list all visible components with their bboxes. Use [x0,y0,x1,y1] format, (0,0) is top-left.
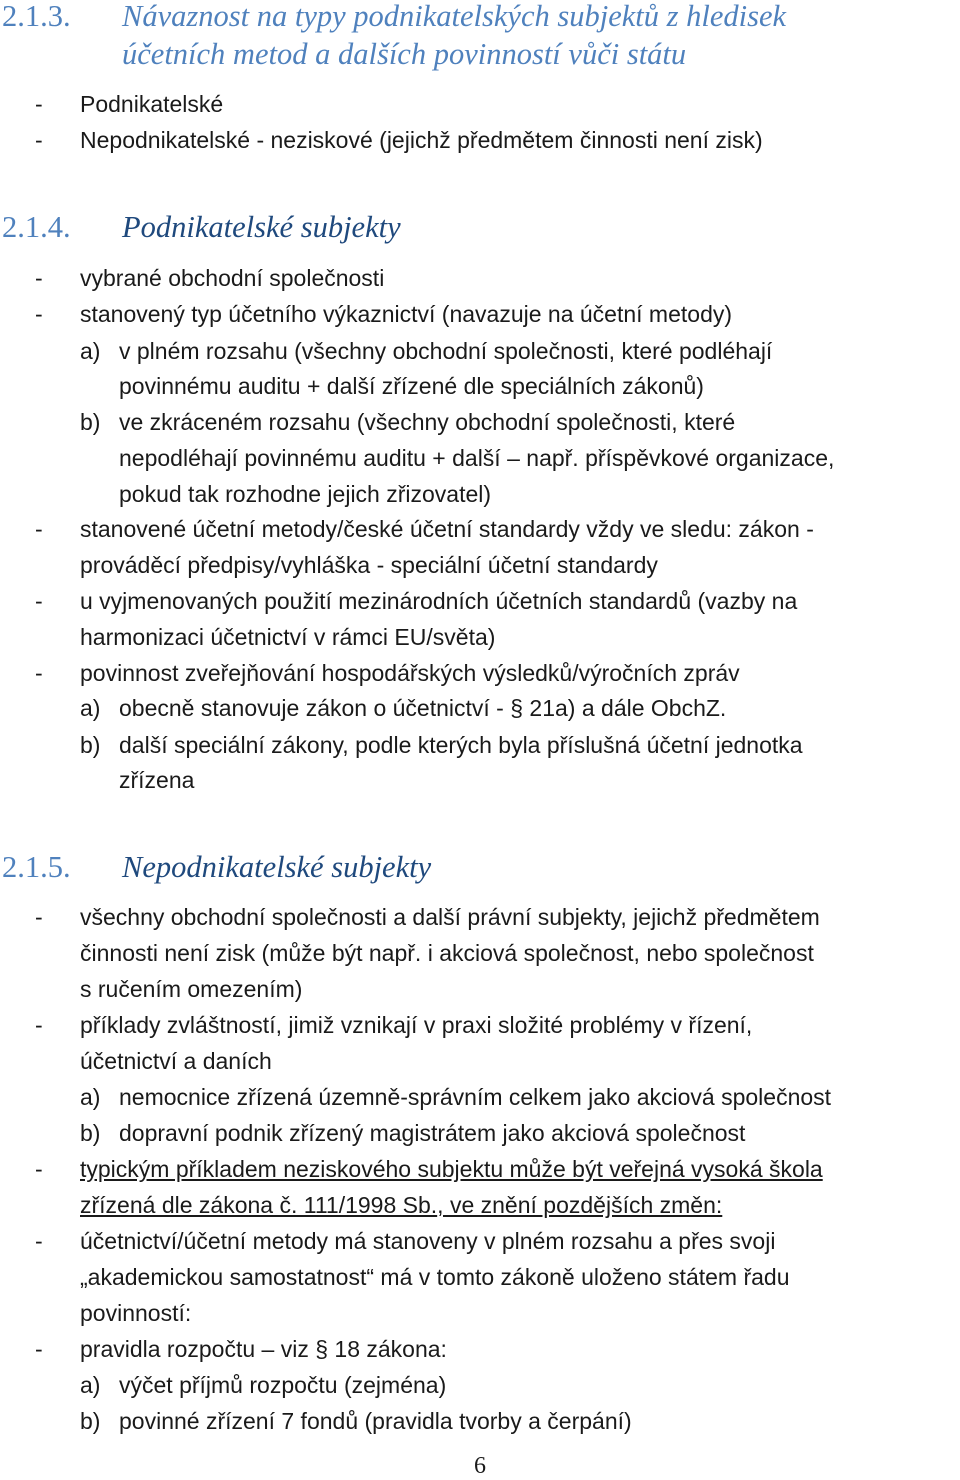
sublist-marker: a) [80,338,101,364]
section-number: 2.1.5. [2,850,71,884]
sublist-item-text: povinné zřízení 7 fondů (pravidla tvorby a čerpání) [119,1408,632,1434]
section-title: Nepodnikatelské subjekty [122,850,432,884]
section-title: Podnikatelské subjekty [122,210,401,244]
list-item-text: povinnost zveřejňování hospodářských výsledků/výročních zpráv [80,660,740,686]
section-title-line-1: Návaznost na typy podnikatelských subjektů z hledisek [122,0,787,33]
sublist-item-text: výčet příjmů rozpočtu (zejména) [119,1372,447,1398]
list-item-text: činnosti není zisk (může být např. i akciová společnost, nebo společnost [80,940,814,966]
section-heading-2-1-3 [2,0,786,73]
list-item-text: účetnictví/účetní metody má stanoveny v plném rozsahu a přes svoji [80,1228,776,1254]
sublist-item-text: dopravní podnik zřízený magistrátem jako akciová společnost [119,1120,746,1146]
list-item-text: „akademickou samostatnost“ má v tomto zákoně uloženo státem řadu [80,1264,790,1290]
underlined-list-item-text: typickým příkladem neziskového subjektu může být veřejná vysoká škola [80,1156,823,1182]
list-item-text: u vyjmenovaných použití mezinárodních účetních standardů (vazby na [80,588,798,614]
section-heading-2-1-4 [2,208,401,246]
list-item-text: pravidla rozpočtu – viz § 18 zákona: [80,1336,447,1362]
section-number: 2.1.4. [2,210,71,244]
sublist-item-text: povinnému auditu + další zřízené dle speciálních zákonů) [119,373,704,399]
list-item-text: prováděcí předpisy/vyhláška - speciální účetní standardy [80,552,658,578]
sublist-marker: b) [80,409,101,435]
section-number: 2.1.3. [2,0,71,33]
sublist-item-text: ve zkráceném rozsahu (všechny obchodní společnosti, které [119,409,736,435]
list-item-text: stanovené účetní metody/české účetní standardy vždy ve sledu: zákon - [80,516,814,542]
sublist-marker: b) [80,1120,101,1146]
sublist-marker: a) [80,695,101,721]
sublist-item-text: nemocnice zřízená územně-správním celkem jako akciová společnost [119,1084,832,1110]
sublist-item-text: v plném rozsahu (všechny obchodní společnosti, které podléhají [119,338,773,364]
section-title-line-2: účetních metod a dalších povinností vůči státu [122,37,687,71]
sublist-marker: b) [80,732,101,758]
underlined-text: zřízená dle zákona č. 111/1998 Sb. [80,1192,438,1218]
section-heading-2-1-5 [2,848,431,886]
page-number: 6 [474,1453,486,1479]
sublist-item-text: další speciální zákony, podle kterých byla příslušná účetní jednotka [119,732,803,758]
list-item-text: vybrané obchodní společnosti [80,265,385,291]
list-item-text: s ručením omezením) [80,976,303,1002]
list-item-text: harmonizaci účetnictví v rámci EU/světa) [80,624,496,650]
sublist-item-text: pokud tak rozhodne jejich zřizovatel) [119,481,492,507]
sublist-item-text: nepodléhají povinnému auditu + další – např. příspěvkové organizace, [119,445,835,471]
sublist-marker: b) [80,1408,101,1434]
underlined-text-continuation: , ve znění pozdějších změn: [437,1192,723,1218]
list-item-text: všechny obchodní společnosti a další právní subjekty, jejichž předmětem [80,904,820,930]
sublist-item-text: obecně stanovuje zákon o účetnictví - § 21a) a dále ObchZ. [119,695,727,721]
sublist-marker: a) [80,1372,101,1398]
list-item-text: příklady zvláštností, jimiž vznikají v praxi složité problémy v řízení, [80,1012,753,1038]
list-item-text: stanovený typ účetního výkaznictví (navazuje na účetní metody) [80,301,733,327]
list-item-text: povinností: [80,1300,192,1326]
sublist-marker: a) [80,1084,101,1110]
list-item-text [80,1187,722,1223]
list-item-text: účetnictví a daních [80,1048,272,1074]
list-item-text: Podnikatelské [80,91,224,117]
sublist-item-text: zřízena [119,767,195,793]
list-item-text: Nepodnikatelské - neziskové (jejichž předmětem činnosti není zisk) [80,127,763,153]
